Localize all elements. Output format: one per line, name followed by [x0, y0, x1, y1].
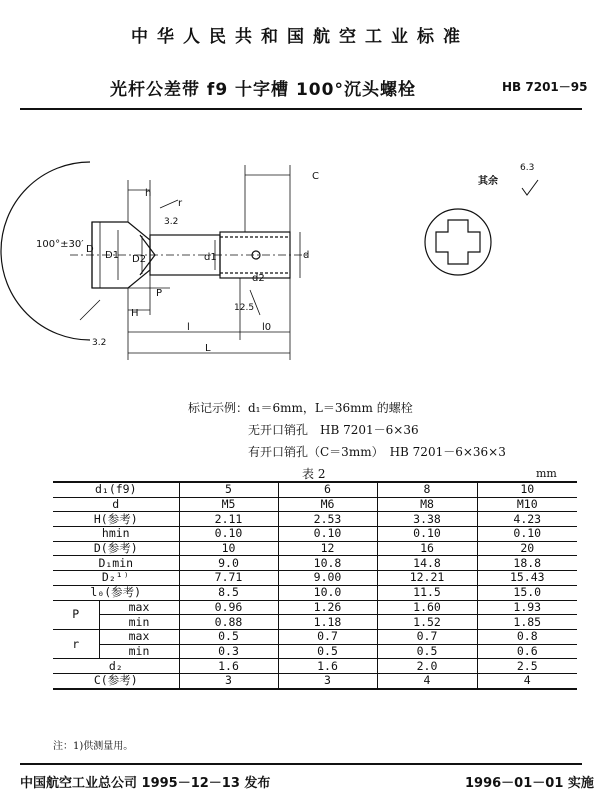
cell: 9.0	[179, 556, 278, 571]
label-d1: d1	[204, 252, 217, 263]
row-label: C(参考)	[53, 673, 179, 688]
label-P: P	[156, 288, 163, 299]
group-label-r: r	[53, 629, 99, 658]
table-row	[53, 512, 577, 527]
standard-system-header: 中华人民共和国航空工业标准	[131, 27, 469, 47]
cell: 14.8	[377, 556, 477, 571]
label-L: L	[205, 343, 211, 354]
issuer-date: 中国航空工业总公司 1995－12－13 发布	[20, 776, 271, 791]
marking-example-with-hole: 有开口销孔（C＝3mm） HB 7201－6×36×3	[248, 445, 506, 459]
cell: 1.52	[377, 615, 477, 630]
cell: M6	[278, 497, 377, 512]
table-row	[53, 541, 577, 556]
end-view-circle	[425, 209, 491, 275]
cell: 0.5	[278, 644, 377, 659]
cell: 0.5	[377, 644, 477, 659]
label-ra-side: 12.5	[234, 303, 255, 313]
marking-example-title: 标记示例：d₁＝6mm，L＝36mm 的螺栓	[188, 401, 413, 415]
effective-date: 1996－01－01 实施	[465, 776, 594, 791]
cell: 7.71	[179, 571, 278, 586]
cell: 1.6	[278, 659, 377, 674]
table-header-row	[53, 482, 577, 497]
label-l0: l0	[262, 322, 272, 333]
cell: 0.10	[278, 527, 377, 542]
cell: 0.7	[278, 629, 377, 644]
cell: 1.93	[477, 600, 577, 615]
table-row	[53, 673, 577, 688]
cell: 4	[377, 673, 477, 688]
table-row	[53, 527, 577, 542]
row-label: l₀(参考)	[53, 585, 179, 600]
table-row	[53, 659, 577, 674]
cell: 1.6	[179, 659, 278, 674]
cell: 3.38	[377, 512, 477, 527]
header-value: 8	[377, 482, 477, 497]
cell: 0.88	[179, 615, 278, 630]
table-caption: 表 2	[302, 467, 326, 481]
table-unit: mm	[536, 467, 557, 480]
cell: 0.10	[477, 527, 577, 542]
cell: 4.23	[477, 512, 577, 527]
header-value: 6	[278, 482, 377, 497]
table-row	[53, 497, 577, 512]
label-H: H	[131, 308, 139, 319]
label-D1: D1	[105, 250, 120, 261]
header-rule	[20, 108, 582, 110]
table-row	[53, 556, 577, 571]
cell: 2.53	[278, 512, 377, 527]
angle-arc	[1, 162, 90, 340]
roughness-label: 其余	[478, 176, 498, 187]
cell: 0.5	[179, 629, 278, 644]
cross-recess	[436, 220, 480, 264]
table-row	[53, 615, 577, 630]
cell: 8.5	[179, 585, 278, 600]
label-C: C	[312, 171, 319, 182]
row-label: hmin	[53, 527, 179, 542]
cell: 12.21	[377, 571, 477, 586]
row-label: min	[99, 644, 179, 659]
marking-example-no-hole: 无开口销孔 HB 7201－6×36	[248, 423, 419, 437]
cell: 1.85	[477, 615, 577, 630]
cell: 11.5	[377, 585, 477, 600]
cell: M8	[377, 497, 477, 512]
cell: 10.8	[278, 556, 377, 571]
cell: 1.60	[377, 600, 477, 615]
cell: 0.8	[477, 629, 577, 644]
cell: 20	[477, 541, 577, 556]
cell: 0.10	[179, 527, 278, 542]
header-label: d₁(f9)	[53, 482, 179, 497]
cell: 3	[278, 673, 377, 688]
document-title: 光杆公差带 f9 十字槽 100°沉头螺栓	[110, 80, 416, 100]
cell: M5	[179, 497, 278, 512]
cell: 1.18	[278, 615, 377, 630]
table-row	[53, 585, 577, 600]
roughness-value: 6.3	[520, 163, 535, 173]
dimension-table	[53, 481, 577, 690]
angle-label: 100°±30′	[36, 239, 84, 250]
row-label: H(参考)	[53, 512, 179, 527]
footnote: 注：1)供测量用。	[53, 741, 134, 752]
cell: 2.11	[179, 512, 278, 527]
cell: 0.6	[477, 644, 577, 659]
cell: 10.0	[278, 585, 377, 600]
row-label: d₂	[53, 659, 179, 674]
label-h: h	[145, 188, 152, 199]
cell: 12	[278, 541, 377, 556]
label-r: r	[178, 198, 183, 209]
cell: 2.5	[477, 659, 577, 674]
label-D: D	[86, 244, 94, 255]
label-d2: d2	[252, 273, 265, 284]
cell: 9.00	[278, 571, 377, 586]
cell: 0.96	[179, 600, 278, 615]
row-label: min	[99, 615, 179, 630]
footer-rule	[20, 763, 582, 765]
table-row	[53, 571, 577, 586]
cell: 0.7	[377, 629, 477, 644]
label-ra-small: 3.2	[164, 217, 179, 227]
group-label-P: P	[53, 600, 99, 629]
standard-number: HB 7201－95	[502, 80, 588, 94]
cell: 0.3	[179, 644, 278, 659]
header-value: 10	[477, 482, 577, 497]
label-d: d	[303, 250, 310, 261]
row-label: max	[99, 629, 179, 644]
cell: 18.8	[477, 556, 577, 571]
row-label: D(参考)	[53, 541, 179, 556]
bolt-drawing	[0, 140, 600, 385]
cell: 10	[179, 541, 278, 556]
label-l: l	[187, 322, 190, 333]
row-label: D₁min	[53, 556, 179, 571]
cell: 16	[377, 541, 477, 556]
cell: 3	[179, 673, 278, 688]
row-label: max	[99, 600, 179, 615]
label-ra-bottom: 3.2	[92, 338, 107, 348]
label-D2: D2	[132, 254, 147, 265]
header-value: 5	[179, 482, 278, 497]
table-row	[53, 600, 577, 615]
row-label: D₂¹⁾	[53, 571, 179, 586]
cell: 15.0	[477, 585, 577, 600]
cell: 15.43	[477, 571, 577, 586]
cell: 1.26	[278, 600, 377, 615]
row-label: d	[53, 497, 179, 512]
cell: 2.0	[377, 659, 477, 674]
cell: M10	[477, 497, 577, 512]
cell: 0.10	[377, 527, 477, 542]
table-row	[53, 629, 577, 644]
table-row	[53, 644, 577, 659]
cell: 4	[477, 673, 577, 688]
